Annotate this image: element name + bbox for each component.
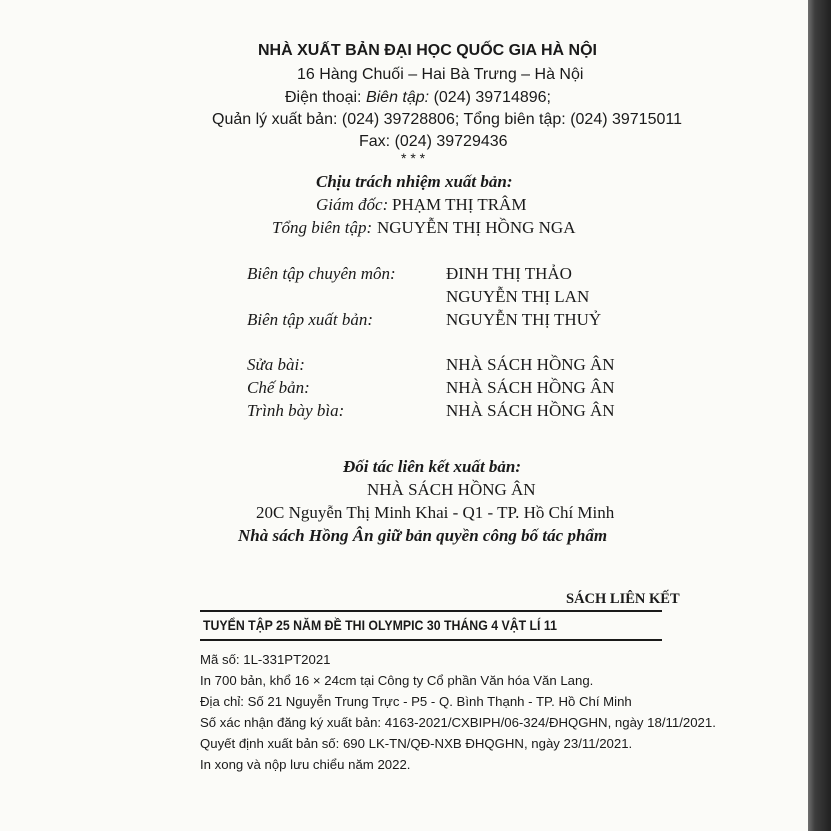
editor-in-chief-label: Tổng biên tập: bbox=[272, 218, 373, 237]
specialist-editor-name-1: ĐINH THỊ THẢO bbox=[446, 264, 572, 283]
publisher-phone bbox=[285, 89, 551, 107]
editor-in-chief-name: NGUYỄN THỊ HỒNG NGA bbox=[377, 218, 576, 237]
printing-decision: Quyết định xuất bản số: 690 LK-TN/QĐ-NXB ĐHQGHN, ngày 23/11/2021. bbox=[200, 736, 633, 751]
printing-run: In 700 bản, khổ 16 × 24cm tại Công ty Cổ phần Văn hóa Văn Lang. bbox=[200, 673, 594, 688]
printing-code: Mã số: 1L-331PT2021 bbox=[200, 652, 331, 667]
cover-design-label: Trình bày bìa: bbox=[247, 401, 345, 420]
partner-address: 20C Nguyễn Thị Minh Khai - Q1 - TP. Hồ Chí Minh bbox=[256, 503, 615, 522]
partner-heading: Đối tác liên kết xuất bản: bbox=[343, 457, 522, 476]
copyright-notice: Nhà sách Hồng Ân giữ bản quyền công bố tác phẩm bbox=[238, 526, 608, 545]
proofreading-label: Sửa bài: bbox=[247, 355, 305, 374]
title-rule-bottom bbox=[200, 639, 662, 641]
publishing-editor-name: NGUYỄN THỊ THUỶ bbox=[446, 310, 602, 329]
phone-role: Biên tập: bbox=[365, 89, 430, 106]
book-category: SÁCH LIÊN KẾT bbox=[566, 591, 680, 607]
responsibility-heading: Chịu trách nhiệm xuất bản: bbox=[316, 172, 513, 191]
specialist-editor-label: Biên tập chuyên môn: bbox=[247, 264, 396, 283]
title-rule-top bbox=[200, 610, 662, 612]
printing-address: Địa chỉ: Số 21 Nguyễn Trung Trực - P5 - Q. Bình Thạnh - TP. Hồ Chí Minh bbox=[200, 694, 632, 709]
page-spine-shadow bbox=[808, 0, 831, 831]
director-name: PHẠM THỊ TRÂM bbox=[392, 195, 527, 214]
publisher-address: 16 Hàng Chuối – Hai Bà Trưng – Hà Nội bbox=[297, 66, 584, 83]
director-label: Giám đốc: bbox=[316, 195, 389, 214]
printing-completion: In xong và nộp lưu chiểu năm 2022. bbox=[200, 757, 411, 772]
typesetting-label: Chế bản: bbox=[247, 378, 310, 397]
proofreading-value: NHÀ SÁCH HỒNG ÂN bbox=[446, 355, 615, 374]
phone-prefix: Điện thoại: bbox=[285, 89, 362, 106]
book-title: TUYỂN TẬP 25 NĂM ĐỀ THI OLYMPIC 30 THÁNG 4 VẬT LÍ 11 bbox=[203, 617, 557, 633]
separator: * * * bbox=[401, 150, 426, 166]
publisher-fax: Fax: (024) 39729436 bbox=[359, 133, 508, 150]
printing-registration: Số xác nhận đăng ký xuất bản: 4163-2021/CXBIPH/06-324/ĐHQGHN, ngày 18/11/2021. bbox=[200, 715, 716, 730]
publishing-editor-label: Biên tập xuất bản: bbox=[247, 310, 374, 329]
phone-number: (024) 39714896; bbox=[433, 89, 551, 106]
partner-name: NHÀ SÁCH HỒNG ÂN bbox=[367, 480, 536, 499]
cover-design-value: NHÀ SÁCH HỒNG ÂN bbox=[446, 401, 615, 420]
specialist-editor-name-2: NGUYỄN THỊ LAN bbox=[446, 287, 590, 306]
publisher-name: NHÀ XUẤT BẢN ĐẠI HỌC QUỐC GIA HÀ NỘI bbox=[258, 42, 597, 59]
typesetting-value: NHÀ SÁCH HỒNG ÂN bbox=[446, 378, 615, 397]
publisher-management-line: Quản lý xuất bản: (024) 39728806; Tổng biên tập: (024) 39715011 bbox=[212, 111, 682, 128]
